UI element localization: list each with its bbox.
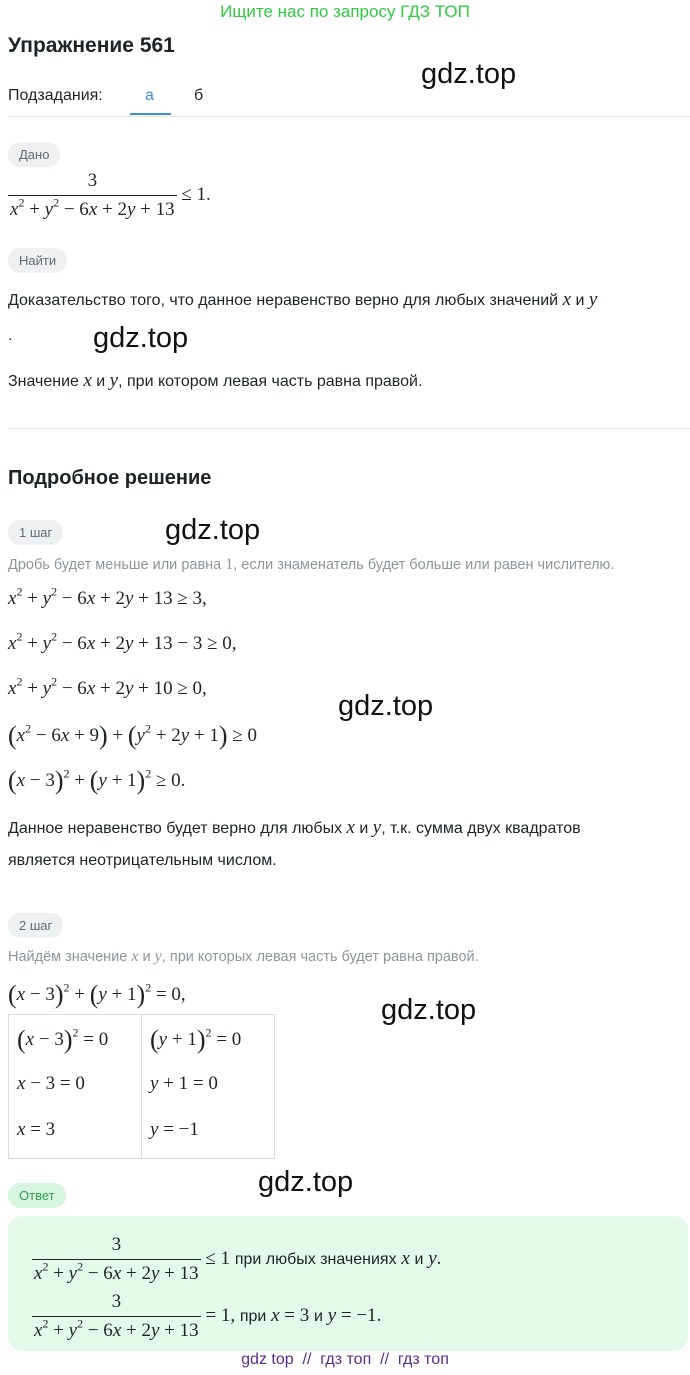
step-1-eq-5: $(x - 3)^2 + (y + 1)^2 \ge 0$. bbox=[8, 766, 186, 795]
tab-subtask-a[interactable]: а bbox=[145, 87, 154, 104]
step-1-eq-1: $x^2 + y^2 - 6x + 2y + 13 \ge 3$, bbox=[8, 584, 207, 609]
watermark: gdz.top bbox=[93, 322, 189, 354]
given-inequality bbox=[8, 170, 211, 221]
divider bbox=[8, 116, 690, 117]
table-left-row-2: x − 3 = 0 bbox=[17, 1073, 85, 1094]
footer-links[interactable]: gdz top // гдз топ // гдз топ bbox=[241, 1351, 449, 1368]
step-2-hint: Найдём значение x и y, при которых левая часть будет равна правой. bbox=[8, 948, 479, 965]
watermark: gdz.top bbox=[258, 1166, 354, 1198]
step-1-hint: Дробь будет меньше или равна 1, если знаменатель будет больше или равен числителю. bbox=[8, 556, 615, 573]
watermark: gdz.top bbox=[381, 994, 477, 1026]
table-right-row-2: y + 1 = 0 bbox=[150, 1073, 218, 1094]
table-left-row-3: x = 3 bbox=[17, 1119, 56, 1140]
table-right-row-1: $(y + 1)^2 = 0$ bbox=[150, 1025, 242, 1054]
given-denominator: $x^2 + y^2 - 6x + 2y + 13$ bbox=[10, 195, 175, 220]
given-numerator: 3 bbox=[87, 170, 98, 191]
answer-line-2: $\frac{3}{x^2 + y^2 - 6x + 2y + 13}$ = 1, при x = 3 и y = −1. bbox=[34, 1291, 382, 1341]
subtasks-label: Подзадания: bbox=[8, 87, 103, 104]
divider bbox=[8, 428, 690, 429]
given-badge: Дано bbox=[8, 142, 60, 167]
step-1-eq-4: $(x^2 - 6x + 9) + (y^2 + 2y + 1) \ge 0$ bbox=[8, 721, 257, 750]
find-line-1-tail: . bbox=[8, 327, 13, 344]
top-banner[interactable]: Ищите нас по запросу ГДЗ ТОП bbox=[220, 2, 470, 21]
watermark: gdz.top bbox=[421, 58, 517, 90]
watermark: gdz.top bbox=[165, 514, 261, 546]
find-line-1: Доказательство того, что данное неравенство верно для любых значений x и y bbox=[8, 289, 598, 310]
page-title: Упражнение 561 bbox=[8, 34, 175, 57]
step-1-conclusion-2: является неотрицательным числом. bbox=[8, 852, 277, 869]
find-line-2: Значение x и y, при котором левая часть равна правой. bbox=[8, 370, 423, 391]
solution-heading: Подробное решение bbox=[8, 467, 212, 489]
table-left-row-1: $(x - 3)^2 = 0$ bbox=[17, 1025, 109, 1054]
answer-badge: Ответ bbox=[8, 1183, 66, 1208]
answer-line-1-relation: ≤ 1 bbox=[205, 1247, 231, 1269]
find-badge: Найти bbox=[8, 248, 67, 273]
step-2-eq: $(x - 3)^2 + (y + 1)^2 = 0$, bbox=[8, 980, 186, 1009]
step-1-conclusion-1: Данное неравенство будет верно для любых x и y, т.к. сумма двух квадратов bbox=[8, 817, 581, 838]
step-1-badge: 1 шаг bbox=[8, 520, 63, 545]
answer-line-2-relation: = 1, bbox=[205, 1304, 236, 1326]
table-right-row-3: y = −1 bbox=[150, 1119, 199, 1140]
watermark: gdz.top bbox=[338, 690, 434, 722]
tab-subtask-b[interactable]: б bbox=[194, 87, 204, 104]
active-tab-indicator bbox=[130, 113, 171, 115]
given-relation: ≤ 1. bbox=[181, 183, 211, 205]
step-2-badge: 2 шаг bbox=[8, 913, 63, 938]
step-1-eq-3: $x^2 + y^2 - 6x + 2y + 10 \ge 0$, bbox=[8, 674, 207, 699]
step-1-eq-2: $x^2 + y^2 - 6x + 2y + 13 - 3 \ge 0$, bbox=[8, 629, 237, 654]
answer-line-1: $\frac{3}{x^2 + y^2 - 6x + 2y + 13}$ ≤ 1 при любых значениях x и y. bbox=[34, 1234, 442, 1284]
